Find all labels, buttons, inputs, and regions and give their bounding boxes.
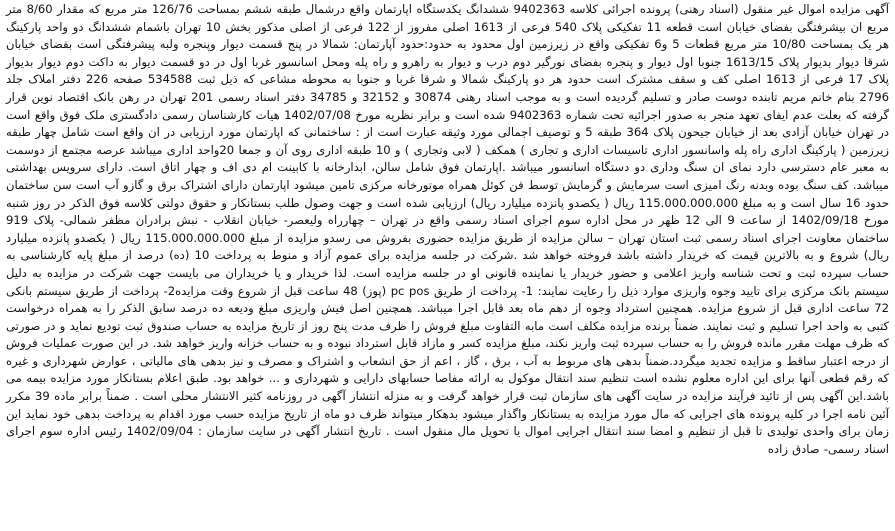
auction-notice-text: آگهی مزایده اموال غیر منقول (اسناد رهنی) پرونده اجرائی کلاسه 9402363 ششدانگ یکدستگاه اپارتمان واقع درشمال طبقه ششم بمساحت 126/76 متر مربع که مقدار 8/60 متر مربع ان بیشرفتگی بفضای خیابان است قطعه 11 تفکیکی پلاک 540 فرعی از 1613 اصلی مفروز از 122 فرعی از اصلی مذکور بخش 10 تهران باشمام ششدانگ دو واحد پارکینگ هر یک بمساحت 10/80 متر مربع قطعات 5 و6 تفکیکی واقع در زیرزمین اول محدود به حدود:حدود آپارتمان: شمالا در پنج قسمت دیوار وپنجره ولبه پیشرفتگی است بفضای خیابان شرقا دیوار بدیوار پلاک 1613/15 جنوبا اول دیوار و پنجره بفضای نورگیر دوم درب و دیوار به راهرو و راه پله ومحل اسانسور غربا اول در دو قسمت دیوار به داکت دوم دیوار بدیوار پلاک 17 فرعی از 1613 اصلی کف و سقف مشترک است حدود هر دو پارکینگ شمالا و شرقا غربا و جنوبا به محوطه مشاعی که ذیل ثبت 534588 صفحه 226 دفتر املاک جلد 2796 بنام خانم مریم تابنده دوست صادر و تسلیم گردیده است و به موجب اسناد رهنی 30874 و 32152 و 34785 دفتر اسناد رسمی 201 تهران در رهن بانک اقتصاد نوین قرار گرفته که بعلت عدم ایفای تعهد منجر به صدور اجرائیه تحت شماره 9402363 شده است و برابر نظریه مورخ 1402/07/08 هیات کارشناسان رسمی دادگستری ملک فوق واقع است در تهران خیابان آزادی بعد از خیابان جیحون پلاک 364 طبقه 5 و توصیف اجمالی مورد وثیقه عبارت است از : ساختمانی که اپارتمان مورد ارزیابی در ان واقع است شامل چهار طبقه زیرزمین ( پارکینگ اداری راه پله واسانسور اداری تاسیسات اداری و تجاری ) همکف ( لابی وتجاری ) و 10 طبقه اداری روی آن و جمعا 20واحد اداری میباشد عرصه مجتمع از دوسمت به معبر عام دسترسی دارد نمای ان سنگ وداری دو دستگاه اسانسور میباشد .اپارتمان فوق شامل سالن، ابدارخانه با کابینت ام دی اف و چهار اتاق است. دارای سرویس بهداشتی میباشد. کف سنگ بوده وبدنه رنگ امیزی است سرمایش و گرمایش توسط فن کوئل همراه موتورخانه مرکزی تامین میشود اپارتمان دارای اشتراک برق و گازو آب است سن ساختمان حدود 16 سال است و به مبلغ 115.000.000.000 ریال ( یکصدو پانزده میلیارد ریال) ارزیابی شده است و جهت وصول طلب بستانکار و حقوق دولتی کلاسه فوق الذکر در روز شنبه مورخ 1402/09/18 از ساعت 9 الی 12 ظهر در محل اداره سوم اجرای اسناد رسمی واقع در تهران – چهارراه ولیعصر- خیابان انقلاب - نبش برادران مظفر شمالی- پلاک 919 ساختمان معاونت اجرای اسناد رسمی ثبت استان تهران – سالن مزایده از طریق مزایده حضوری بفروش می رسدو مزایده از مبلغ 115.000.000.000 ریال ( یکصدو پانزده میلیارد ریال) شروع و به بالاترین قیمت که خریدار داشته باشد فروخته خواهد شد .شرکت در جلسه مزایده برای عموم آزاد و منوط به پرداخت 10 (ده) درصد از مبلغ پایه کارشناسی به حساب سپرده ثبت و تحت شناسه واریز اعلامی و حضور خریدار یا نماینده قانونی او در جلسه مزایده است. لذا خریدار و یا خریداران می بایست جهت شرکت در مزایده به دلیل سیستم بانک مرکزی برای تایید وجوه واریزی موارد ذیل را رعایت نمایند: 1- پرداخت از طریق pc pos (پوز) 48 ساعت قبل از شروع وقت مزایده2- پرداخت از طریق سیستم بانکی 72 ساعت اداری قبل از شروع مزایده. همچنین استرداد وجوه از دهم ماه بعد قابل اجرا میباشد. همچنین اصل فیش واریزی مبلغ ودیعه ده درصد سابق الذکر را به همراه درخواست کتبی به واحد اجرا تسلیم و ثبت نمایند. ضمناً برنده مزایده مکلف است مابه التفاوت مبلغ فروش را ظرف مدت پنج روز از تاریخ مزایده به حساب صندوق ثبت تودیع نماید و در صورتی که ظرف مهلت مقرر مانده فروش را به حساب سپرده ثبت واریز نکند، مبلغ مزایده کسر و مازاد قابل استرداد نبوده و به حساب خزانه واریز خواهد شد. در این صورت عملیات فروش از درجه اعتبار ساقط و مزایده تجدید میگردد.ضمناً بدهی های مربوط به آب ، برق ، گاز ، اعم از حق انشعاب و اشتراک و مصرف و نیز بدهی های مالیاتی ، عوارض شهرداری و غیره که رقم قطعی آنها برای این اداره معلوم نشده است تنظیم سند انتقال موکول به ارائه مفاصا حسابهای دارایی و شهرداری و ... خواهد بود. طبق اعلام بستانکار مورد مزایده بیمه می باشد.این آگهی پس از تائید فرآیند مزایده در سایت آگهی های سازمان ثبت قرار خواهد گرفت و به منزله انتشار آگهی در روزنامه کثیر الانتشار محلی است . ضمناً برابر ماده 39 مکرر آئین نامه اجرا در کلیه پرونده های اجرایی که مال مورد مزایده به بستانکار واگذار میشود بدهکار میتواند ظرف دو ماه از تاریخ مزایده حسب مورد اقدام به پرداخت بدهی خود نماید این زمان برای واحدی تولیدی تا قبل از تنظیم و امضا سند انتقال اجرایی اموال یا تحویل مال منقول است . تاریخ انتشار آگهی در سایت سازمان : 1402/09/04 رئیس اداره سوم اجرای اسناد رسمی- صادق زاده <box>6 2 890 456</box>
